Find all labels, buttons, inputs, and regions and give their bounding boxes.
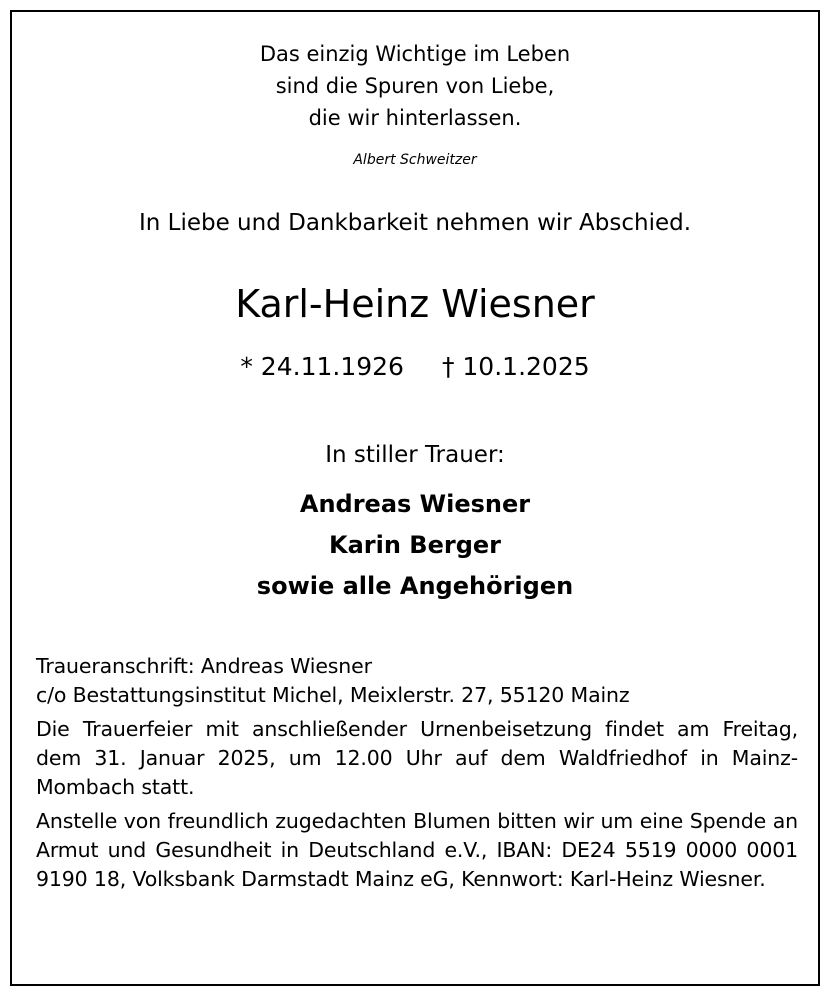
birth-date: * 24.11.1926 (240, 352, 404, 381)
donation-text: Anstelle von freundlich zugedachten Blumen bitten wir um eine Spende an Armut und Gesundheit in Deutschland e.V., IBAN: DE24 5519 0000 0001 9190 18, Volksbank Darmstadt Mainz eG, Kennwort: Karl-Heinz Wiesner. (36, 809, 798, 891)
death-date: † 10.1.2025 (441, 352, 590, 381)
quote-line: Das einzig Wichtige im Leben (259, 42, 571, 66)
quote-line: die wir hinterlassen. (308, 106, 522, 130)
intro-text: In Liebe und Dankbarkeit nehmen wir Abschied. (138, 210, 692, 236)
obituary-frame (10, 10, 820, 986)
deceased-name: Karl-Heinz Wiesner (235, 282, 595, 326)
mourner-name: sowie alle Angehörigen (256, 572, 574, 600)
address-line: Traueranschrift: Andreas Wiesner (36, 654, 372, 678)
ceremony-text: Die Trauerfeier mit anschließender Urnenbeisetzung findet am Freitag, dem 31. Januar 2025, um 12.00 Uhr auf dem Waldfriedhof in Mainz-Mombach statt. (36, 717, 798, 799)
mourning-address (36, 652, 798, 710)
quote-author: Albert Schweitzer (353, 152, 477, 168)
address-line: c/o Bestattungsinstitut Michel, Meixlerstr. 27, 55120 Mainz (36, 683, 630, 707)
mourner-name: Andreas Wiesner (299, 490, 531, 518)
life-dates (12, 352, 818, 381)
mourner-name: Karin Berger (329, 531, 501, 559)
details-block (36, 652, 798, 899)
quote-line: sind die Spuren von Liebe, (275, 74, 555, 98)
quote (12, 38, 818, 134)
mourners-list (12, 484, 818, 607)
mourning-label: In stiller Trauer: (325, 442, 505, 468)
